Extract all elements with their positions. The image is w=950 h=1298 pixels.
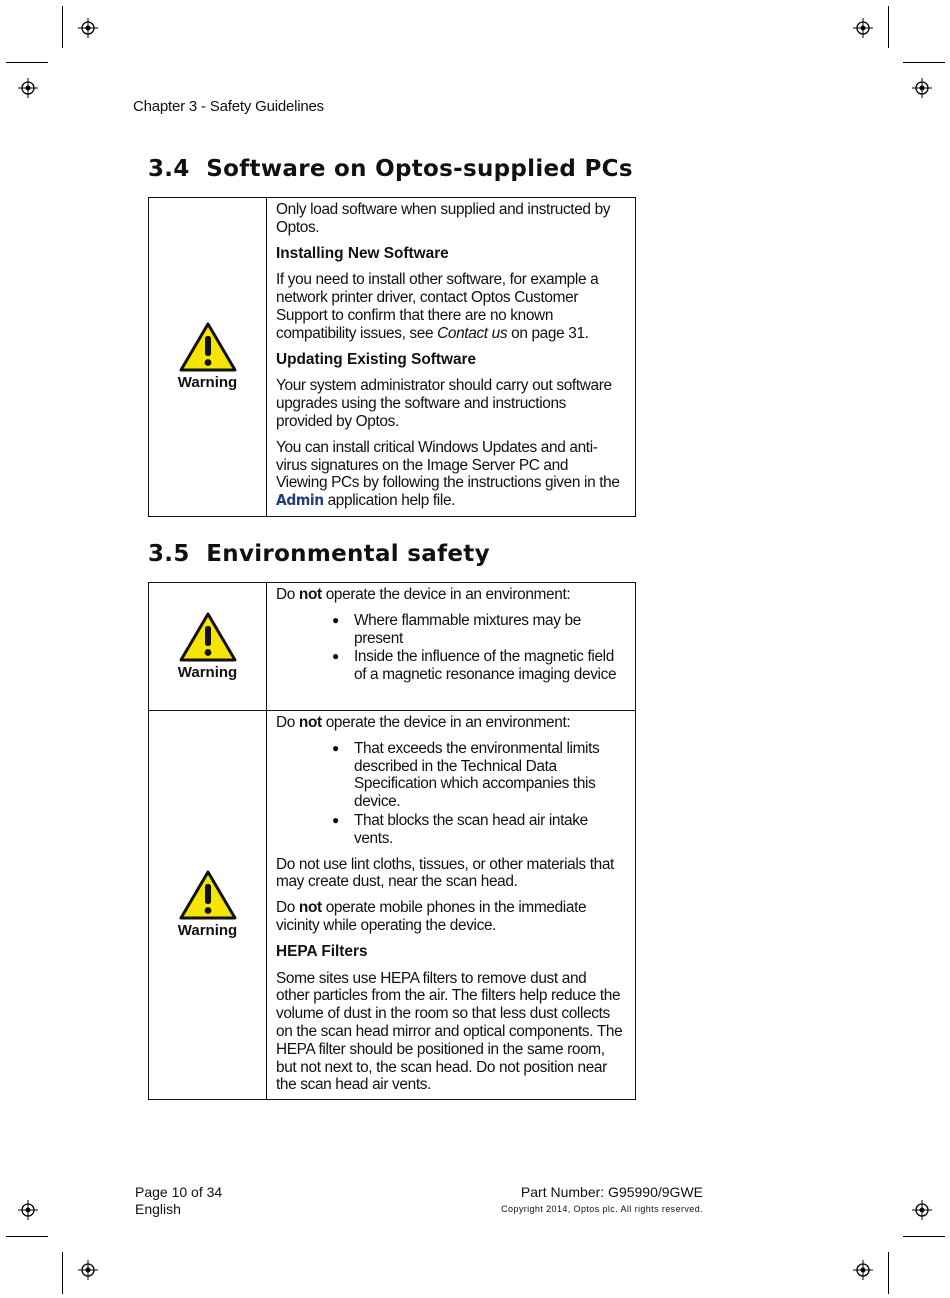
- registration-mark-icon: [853, 18, 873, 38]
- warning-text-cell: [267, 583, 636, 711]
- environment-list: [276, 740, 623, 848]
- critical-text-a: You can install critical Windows Updates and anti-virus signatures on the Image Server PC and Viewing PCs by following the instructions given in the: [276, 438, 620, 492]
- intro-text: Only load software when supplied and instructed by Optos.: [276, 201, 611, 236]
- updating-heading: Updating Existing Software: [276, 350, 477, 368]
- do-not-operate-text: [276, 714, 623, 732]
- installing-text: [276, 271, 623, 342]
- phones-text: operate mobile phones in the immediate vicinity while operating the device.: [276, 899, 587, 934]
- admin-app-name: Admin: [276, 491, 324, 510]
- crop-mark: [903, 1236, 945, 1237]
- warning-triangle-icon: [179, 870, 237, 920]
- warning-table-environment: [148, 582, 636, 1100]
- chapter-header: Chapter 3 - Safety Guidelines: [133, 98, 324, 115]
- warning-label: Warning: [177, 922, 238, 939]
- copyright: Copyright 2014, Optos plc. All rights reserved.: [501, 1204, 703, 1214]
- mobile-phones-text: [276, 899, 623, 935]
- crop-mark: [6, 1236, 48, 1237]
- hepa-heading: HEPA Filters: [276, 942, 368, 960]
- warning-label: Warning: [177, 663, 238, 681]
- crop-mark: [62, 6, 63, 48]
- warning-icon-cell: [149, 198, 267, 517]
- lint-cloth-text: Do not use lint cloths, tissues, or other materials that may create dust, near the scan head.: [276, 855, 614, 891]
- footer-left: [135, 1184, 222, 1218]
- registration-mark-icon: [912, 78, 932, 98]
- crop-mark: [888, 6, 889, 48]
- list-item: ● Where flammable mixtures may be present: [332, 612, 623, 648]
- page-number: Page 10 of 34: [135, 1184, 223, 1200]
- warning-block: [178, 870, 237, 939]
- warning-row: [149, 198, 636, 517]
- warning-block: [178, 322, 237, 391]
- warning-text-cell: [267, 198, 636, 517]
- warning-block: [178, 612, 237, 681]
- registration-mark-icon: [853, 1260, 873, 1280]
- not-emphasis: not: [298, 714, 322, 731]
- crop-mark: [888, 1252, 889, 1294]
- registration-mark-icon: [912, 1200, 932, 1220]
- warning-triangle-icon: [179, 612, 237, 662]
- warning-label: Warning: [177, 374, 238, 391]
- registration-mark-icon: [78, 1260, 98, 1280]
- critical-text-b: application help file.: [323, 492, 456, 510]
- crop-mark: [6, 62, 48, 63]
- crop-mark: [903, 62, 945, 63]
- registration-mark-icon: [18, 78, 38, 98]
- registration-mark-icon: [18, 1200, 38, 1220]
- operate-text: operate the device in an environment:: [321, 586, 571, 603]
- do-text: Do: [276, 586, 299, 603]
- warning-icon-cell: [149, 711, 267, 1100]
- warning-triangle-icon: [179, 322, 237, 372]
- not-emphasis: not: [298, 899, 322, 917]
- do-text: Do: [276, 899, 299, 917]
- warning-text-cell: [267, 711, 636, 1100]
- hepa-text: Some sites use HEPA filters to remove dust and other particles from the air. The filters help reduce the volume of dust in the room so that less dust collects on the scan head mirror and optical components. The HEPA filter should be positioned in the same room, but not next to, the scan head. Do not position near the scan head air vents.: [276, 969, 623, 1094]
- do-not-operate-text: [276, 586, 623, 604]
- warning-table-software: [148, 197, 636, 517]
- footer-right: [501, 1184, 703, 1214]
- section-title-3-4: 3.4 Software on Optos-supplied PCs: [148, 156, 633, 182]
- crop-mark: [62, 1252, 63, 1294]
- language: English: [135, 1201, 181, 1217]
- list-item: ● Inside the influence of the magnetic field of a magnetic resonance imaging device: [332, 648, 623, 684]
- list-item: ● That exceeds the environmental limits described in the Technical Data Specification which accompanies this device.: [332, 740, 623, 811]
- warning-row: [149, 583, 636, 711]
- list-item: ● That blocks the scan head air intake vents.: [332, 812, 623, 848]
- installing-text-a: If you need to install other software, for example a network printer driver, contact Optos Customer Support to confirm that there are no known compatibility issues, see: [276, 271, 599, 342]
- warning-icon-cell: [149, 583, 267, 711]
- operate-text: operate the device in an environment:: [321, 714, 571, 731]
- warning-row: [149, 711, 636, 1100]
- registration-mark-icon: [78, 18, 98, 38]
- environment-list: [276, 612, 623, 684]
- installing-heading: Installing New Software: [276, 244, 449, 262]
- part-number: Part Number: G95990/9GWE: [520, 1184, 703, 1200]
- installing-text-b: on page 31.: [507, 324, 589, 342]
- contact-us-link[interactable]: Contact us: [437, 324, 508, 342]
- do-text: Do: [276, 714, 299, 731]
- section-title-3-5: 3.5 Environmental safety: [148, 541, 490, 567]
- critical-updates-text: [276, 439, 623, 510]
- not-emphasis: not: [298, 586, 322, 603]
- updating-text: Your system administrator should carry out software upgrades using the software and instructions provided by Optos.: [276, 377, 612, 430]
